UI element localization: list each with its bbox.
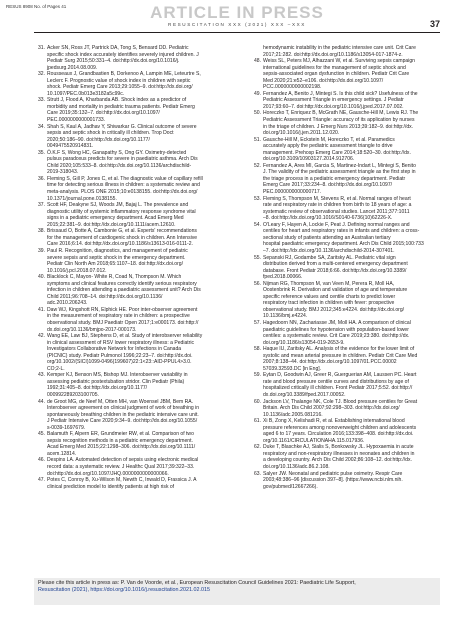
reference-number: 53. (253, 195, 261, 202)
reference-text: Potes C, Conroy B, Xu-Wilson M, Newth C, Inwald D, Frassica J. A clinical prediction model to identify patients at high risk of (47, 477, 197, 490)
reference-text: Blacklock C, Mayon- White R, Coad N, Thompson M. Which symptoms and clinical features correctly identify serious respiratory infection in children attending a paediatric assessment unit? Arch Dis Child 2011;96:708–14. doi:http://dx.doi.org/10.1136/ adc.2010.206243. (47, 274, 201, 307)
reference-item (250, 45, 438, 58)
reference-item (34, 71, 222, 97)
reference-item (250, 444, 438, 470)
reference-item (34, 307, 222, 333)
reference-number: 55. (253, 254, 261, 261)
reference-item (250, 399, 438, 419)
reference-item (34, 228, 222, 248)
reference-item (250, 137, 438, 163)
reference-text: Brissaud O, Botte A, Cambonie G, et al. Experts' recommendations for the management of cardiogenic shock in children. Ann Intensive Care 2016;6:14. doi:http://dx.doi.org/10.1186/s13613-016-0111-2. (47, 228, 198, 248)
reference-number: 46. (37, 457, 45, 464)
reference-text: Scott HF, Deakyne SJ, Woods JM, Bajaj L. The prevalence and diagnostic utility of systemic inflammatory response syndrome vital signs in a pediatric emergency department. Acad Emerg Med 2015;22:381–9. doi:http://dx.doi.org/10.1111/acem.12610. (47, 202, 196, 228)
reference-text: Paul R. Recognition, diagnostics, and management of pediatric severe sepsis and septic shock in the emergency department. Pediatr Clin North Am 2018;65:1107–18. doi:http://dx.doi.org/ 10.1016/j.pcl.2018.07.012. (47, 247, 188, 274)
reference-item (34, 477, 222, 490)
reference-text: Fleming S, Thompson M, Stevens R, et al. Normal ranges of heart rate and respiratory rate in children from birth to 18 years of age: a systematic review of observational studies. Lancet 2011;377:1011 –8. doi:http://dx.doi.org/10.1016/S0140-6736(10)62226-X. (263, 195, 412, 222)
reference-number: 59. (253, 372, 261, 379)
reference-text: Despins LA. Automated detection of sepsis using electronic medical record data: a systematic review. J Healthc Qual 2017;39:322–33. doi:http://dx.doi.org/10.1097/JHQ.0000000000000066. (47, 457, 199, 477)
reference-number: 41. (37, 306, 45, 313)
reference-number: 32. (37, 71, 45, 78)
reference-item (250, 418, 438, 444)
reference-number: 42. (37, 333, 45, 340)
reference-number: 40. (37, 274, 45, 281)
reference-item (34, 202, 222, 228)
reference-text: Haque IU, Zaritsky AL. Analysis of the evidence for the lower limit of systolic and mean arterial pressure in children. Pediatr Crit Care Med 2007;8:138–44. doi:http://dx.doi.org/10.1097/01.PCC.00002 57039.32593.DC [in Eng]. (263, 346, 418, 372)
reference-item (34, 372, 222, 398)
reference-number: 37. (37, 202, 45, 209)
reference-item (250, 58, 438, 91)
reference-item (34, 431, 222, 457)
reference-number: 60. (253, 398, 261, 405)
reference-item (34, 97, 222, 123)
reference-number: 31. (37, 45, 45, 51)
reference-number: 39. (37, 247, 45, 254)
reference-number: 56. (253, 280, 261, 287)
reference-text: Nijman RG, Thompson M, van Veen M, Perera R, Moll HA, Oostenbrink R. Derivation and validation of age and temperature specific reference values and centile charts to predict lower respiratory tract infection in children with fever: prospective observational study. BMJ 2012;345:e4224. doi:http://dx.doi.org/ 10.1136/bmj.e4224. (263, 280, 408, 320)
reference-item (250, 91, 438, 111)
reference-item (250, 346, 438, 372)
reference-item (34, 333, 222, 372)
reference-text: Ö.K.F S, Wong HC, Ganapathy S, Ong GY. Oximetry-detected pulsus paradoxus predicts for severe in paediatric asthma. Arch Dis Child 2020;105:533–8. doi:http://dx.doi.org/10.1136/archdischild- 2019-318043. (47, 149, 198, 176)
reference-number: 33. (37, 97, 45, 104)
reference-item (250, 320, 438, 346)
reference-item (250, 255, 438, 281)
reference-item (34, 150, 222, 176)
reference-item (250, 372, 438, 398)
reference-number: 57. (253, 319, 261, 326)
reference-number: 45. (37, 431, 45, 438)
citation-notice (34, 578, 440, 605)
reference-text: Strutt J, Flood A, Kharbanda AB. Shock index as a predictor of morbidity and mortality in pediatric trauma patients. Pediatr Emerg Care 2019;35:132–7. doi:http://dx.doi.org/10.1097/ PEC.0000000000001733. (47, 97, 195, 124)
page-number: 37 (429, 19, 440, 29)
reference-number: 52. (253, 162, 261, 169)
reference-item (34, 274, 222, 307)
reference-number: 50. (253, 110, 261, 117)
reference-column-right (250, 45, 438, 490)
article-in-press-banner: ARTICLE IN PRESS (150, 3, 324, 22)
reference-item (34, 124, 222, 150)
reference-text: Gausche-Hill M, Eckstein M, Horeczko T, et al. Paramedics accurately apply the pediatric assessment triangle to drive management. Prehosp Emerg Care 2014;18:520–30. doi:http://dx. doi.org/10.3109/10903127.2014.912706. (263, 136, 411, 163)
reference-number: 62. (253, 444, 261, 451)
manuscript-code: RESUS 8908 No. of Pages 41 (6, 4, 67, 9)
reference-text: Xi B, Zong X, Kelishadi R, et al. Establishing international blood pressure references among nonoverweight children and adolescents aged 6 to 17 years. Circulation 2016;133:398–408. doi:http://dx.doi. org/10.1161/CIRCULATIONAHA.115.017936. (263, 418, 417, 444)
reference-text: Balamuth F, Alpern ER, Grundmeier RW, et al. Comparison of two sepsis recognition methods in a pediatric emergency department. Acad Emerg Med 2015;22:1298–306. doi:http://dx.doi.org/10.1111/ acem.12814. (47, 431, 196, 457)
reference-item (34, 457, 222, 477)
reference-number: 34. (37, 123, 45, 130)
citation-line-1: Please cite this article in press as: P. Van de Voorde, et al., European Resuscitation Council Guidelines 2021: Paediatric Life Support, (38, 580, 356, 586)
reference-number: 36. (37, 175, 45, 182)
reference-text: Fleming S, Gill P, Jones C, et al. The diagnostic value of capillary refill time for detecting serious illness in children: a systematic review and meta-analysis. PLOS ONE 2015;10:e0138155. doi:http://dx.doi.org/ 10.1371/journal.pone.0138155. (47, 175, 203, 202)
reference-item (34, 45, 222, 71)
citation-line-2-doi-link[interactable]: Resuscitation (2021), https://doi.org/10.1016/j.resuscitation.2021.02.015 (38, 587, 211, 594)
reference-text: Wang EE, Law BJ, Stephens D, et al. Study of interobserver reliability in clinical assessment of RSV lower respiratory illness: a Pediatric Investigators Collaborative Network for Infections in Canada (PICNIC) study. Pediatr Pulmonol 1996;22:23–7. doi:http://dx.doi. org/10.1002/(SICI)1099-0496(199607)22:1<23::AID-PPUL4>3.0. CO;2-L. (47, 333, 203, 372)
reference-number: 51. (253, 136, 261, 143)
reference-number: 61. (253, 418, 261, 425)
reference-number: 47. (37, 477, 45, 484)
reference-text: Rousseaux J, Grandbastien B, Dorkenoo A, Lampin ME, Leteurtre S, Leclerc F. Prognostic value of shock index in children with septic shock. Pediatr Emerg Care 2013;29:1055–9. doi:http://dx.doi.org/ 10.1097/PEC.0b013e3182a5c99c. (47, 71, 201, 97)
reference-number: 49. (253, 90, 261, 97)
reference-number: 58. (253, 346, 261, 353)
reference-text: Salyer JW. Neonatal and pediatric pulse oximetry. Respir Care 2003;48:386–96 [discussion 397–8]. (https://www.ncbi.nlm.nih. gov/pubmed/12667266). (263, 470, 403, 490)
reference-text: Hagedoorn NN, Zachariasse JM, Moll HA. A comparison of clinical paediatric guidelines for hypotension with population-based lower centiles: a systematic review. Crit Care 2019;23:380. doi:http://dx. doi.org/10.1186/s13054-019-2653-9. (263, 319, 411, 346)
reference-item (250, 281, 438, 320)
reference-number: 35. (37, 149, 45, 156)
reference-item (250, 471, 438, 491)
reference-number: 63. (253, 470, 261, 477)
reference-text: Horeczko T, Enriquez B, McGrath NE, Gausche-Hill M, Lewis RJ. The Pediatric Assessment Triangle: accuracy of its application by nurses in the triage of children. J Emerg Nurs 2013;39:182–9. doi:http://dx. doi.org/10.1016/j.jen.2011.12.020. (263, 110, 419, 137)
reference-item (34, 176, 222, 202)
reference-number: 48. (253, 58, 261, 65)
reference-text: Daw WJ, Kingshott RN, Elphick HE. Poor inter-observer agreement in the measurement of respiratory rate in children: a prospective observational study. BMJ Paediatr Open 2017;1:e000173. doi:http:// dx.doi.org/10.1136/bmjpo-2017-000173. (47, 306, 199, 333)
reference-text: Weiss SL, Peters MJ, Alhazzani W, et al. Surviving sepsis campaign international guidelines for the management of septic shock and sepsis-associated organ dysfunction in children. Pediatr Crit Care Med 2020;21:e52–e106. doi:http://dx.doi.org/10.1097/ PCC.0000000000002198. (263, 58, 415, 91)
running-header (0, 0, 474, 34)
reference-item (250, 110, 438, 136)
header-rule (34, 32, 440, 33)
reference-item (34, 399, 222, 432)
reference-text: Sepanski RJ, Godambe SA, Zaritsky AL. Pediatric vital sign distribution derived from a multi-centered emergency department database. Front Pediatr 2018;6:66. doi:http://dx.doi.org/10.3389/ fped.2018.00066. (263, 254, 408, 281)
reference-number: 54. (253, 221, 261, 228)
reference-column-left (34, 45, 222, 490)
reference-text: Acker SN, Ross JT, Partrick DA, Tong S, Bensard DD. Pediatric specific shock index accurately identifies severely injured children. J Pediatr Surg 2015;50:331–4. doi:http://dx.doi.org/10.1016/j. jpedsurg.2014.08.009. (47, 45, 199, 71)
reference-number: 38. (37, 228, 45, 235)
reference-text: Duke T, Blaschke AJ, Sialis S, Bonkowsky JL. Hypoxaemia in acute respiratory and non-respiratory illnesses in neonates and children in a developing country. Arch Dis Child 2002;86:108–12. doi:http://dx. doi.org/10.1136/adc.86.2.108. (263, 444, 415, 470)
reference-item (250, 196, 438, 222)
reference-item (250, 222, 438, 255)
reference-text: hemodynamic instability in the pediatric intensive care unit. Crit Care 2017;21:282. doi:http://dx.doi.org/10.1186/s13054-017-1874-z. (263, 45, 416, 58)
reference-item (34, 248, 222, 274)
reference-text: Eytan D, Goodwin AJ, Greer R, Guerguerian AM, Laussen PC. Heart rate and blood pressure centile curves and distributions by age of hospitalized critically ill children. Front Pediatr 2017;5:52. doi:http:// dx.doi.org/10.3389/fped.2017.00052. (263, 372, 417, 398)
journal-line: RESUSCITATION XXX (2021) XXX –XXX (168, 22, 306, 27)
reference-text: Fernandez A, Benito J, Mintegi S. Is this child sick? Usefulness of the Pediatric Assessment Triangle in emergency settings. J Pediatr 2017;93:60–7. doi:http://dx.doi.org/10.1016/j.jped.2017.07.002. (263, 90, 418, 110)
reference-text: O'Leary F, Hayen A, Lockie F, Peat J. Defining normal ranges and centiles for heart and respiratory rates in infants and children: a cross- sectional study of patients attending an Australian tertiary hospital paediatric emergency department. Arch Dis Child 2015;100:733 –7. doi:http://dx.doi.org/10.1136/archdischild-2014-307401. (263, 221, 424, 254)
reference-number: 44. (37, 398, 45, 405)
reference-text: Jackson LV, Thalange NK, Cole TJ. Blood pressure centiles for Great Britain. Arch Dis Child 2007;92:298–303. doi:http://dx.doi.org/ 10.1136/adc.2005.081216. (263, 398, 418, 418)
reference-text: Kemper KJ, Benson MS, Bishop MJ. Interobserver variability in assessing pediatric postextubation stridor. Clin Pediatr (Phila) 1992;31:405–8. doi:http://dx.doi.org/10.1177/ 000992289203100705. (47, 372, 188, 398)
reference-text: de Groot MG, de Neef M, Otten MH, van Woensel JBM, Bem RA. Interobserver agreement on clinical judgment of work of breathing in spontaneously breathing children in the pediatric intensive care unit. J Pediatr Intensive Care 2020;9:34–9. doi:http://dx.doi.org/10.1055/ s-0039-1697679. (47, 398, 200, 431)
reference-text: Fernandez A, Ares MI, Garcia S, Martinez-Indart L, Mintegi S, Benito J. The validity of the pediatric assessment triangle as the first step in the triage process in a pediatric emergency department. Pediatr Emerg Care 2017;33:234–8. doi:http://dx.doi.org/10.1097/ PEC.0000000000000717. (263, 162, 416, 196)
reference-number: 43. (37, 372, 45, 379)
reference-item (250, 163, 438, 196)
reference-text: Shah S, Kaul A, Jadhav Y, Shiwarkar G. Clinical outcome of severe sepsis and septic shock in critically ill children. Trop Doct 2020;50:186–90. doi:http://dx.doi.org/10.1177/ 0049475520914831. (47, 123, 197, 150)
